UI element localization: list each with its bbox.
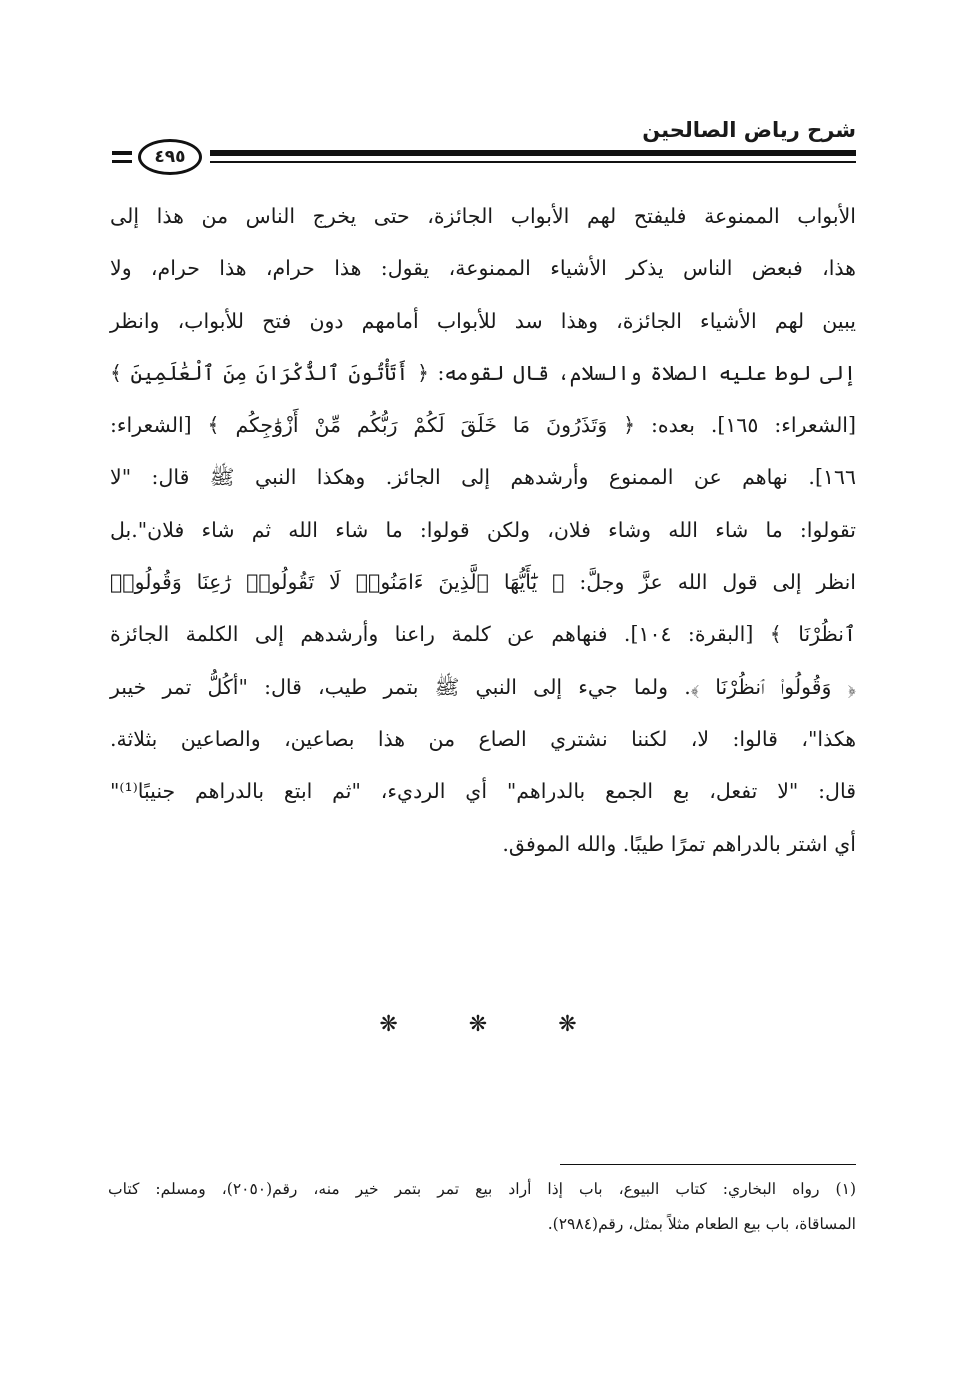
body-text — [110, 190, 856, 870]
body-line: ٱنظُرْنَا ﴾ [البقرة: ١٠٤]. فنهاهم عن كلمة راعنا وأرشدهم إلى الكلمة الجائزة — [110, 622, 857, 647]
body-line: [الشعراء: ١٦٥]. بعده: ﴿ وَتَذَرُونَ مَا خَلَقَ لَكُمْ رَبُّكُم مِّنْ أَزْوَٰجِكُم ﴾ [الشعراء: — [110, 413, 857, 438]
header-rule-stub — [112, 160, 132, 163]
body-line: ﴿ وَقُولُوا۟ ٱنظُرْنَا ﴾. ولما جيء إلى النبي ﷺ بتمر طيب، قال: "أكُلُّ تمر خيبر — [110, 674, 856, 699]
body-line: قال: "لا تفعل، بع الجمع بالدراهم" أي الرديء، "ثم ابتع بالدراهم جنيبًا⁽¹⁾" — [110, 779, 856, 804]
footnote-line: (١) رواه البخاري: كتاب البيوع، باب إذا أراد بيع تمر بتمر خير منه، رقم(٢٠٥٠)، ومسلم: كتاب — [108, 1180, 856, 1198]
body-line: تقولوا: ما شاء الله وشاء فلان، ولكن قولوا: ما شاء الله ثم شاء فلان".بل — [110, 517, 856, 542]
body-line: هذا، فبعض الناس يذكر الأشياء الممنوعة، يقول: هذا حرام، هذا حرام، ولا — [110, 256, 856, 281]
body-line: انظر إلى قول الله عزَّ وجلَّ: ﴿ يَٰٓأَيُّهَا ٱلَّذِينَ ءَامَنُوا۟ لَا تَقُولُوا۟ رَٰعِنَا وَقُولُوا۟ — [110, 570, 856, 595]
header-rule-stub — [112, 151, 132, 155]
header-rule-thick — [210, 150, 856, 156]
header-rule-thin — [210, 161, 856, 163]
footnote-line: المساقاة، باب بيع الطعام مثلاً بمثل، رقم(٢٩٨٤). — [547, 1215, 856, 1233]
body-line: إلى لوط عليه الصلاة والسلام، قال لقومه: ﴿ أَتَأْتُونَ ٱلذُّكْرَانَ مِنَ ٱلْعَٰلَمِينَ ﴾ — [110, 360, 856, 385]
body-line: هكذا"، قالوا: لا، لكننا نشتري الصاع من هذا بصاعين، والصاعين بثلاثة. — [110, 726, 856, 751]
page-number-badge: ٤٩٥ — [138, 139, 202, 175]
footnote-separator — [560, 1164, 856, 1165]
body-line: ١٦٦]. نهاهم عن الممنوع وأرشدهم إلى الجائز. وهكذا النبي ﷺ قال: "لا — [110, 465, 856, 490]
running-header-title: شرح رياض الصالحين — [642, 118, 856, 142]
section-divider-ornament: ❋ ❋ ❋ — [379, 1012, 609, 1037]
body-line: الأبواب الممنوعة فليفتح لهم الأبواب الجائزة، حتى يخرج الناس من هذا إلى — [110, 204, 856, 228]
footnotes — [108, 1172, 856, 1242]
body-line: يبين لهم الأشياء الجائزة، وهذا سد للأبواب أمامهم دون فتح للأبواب، وانظر — [110, 308, 856, 333]
body-line-last: أي اشتر بالدراهم تمرًا طيبًا. والله الموفق. — [502, 831, 856, 856]
